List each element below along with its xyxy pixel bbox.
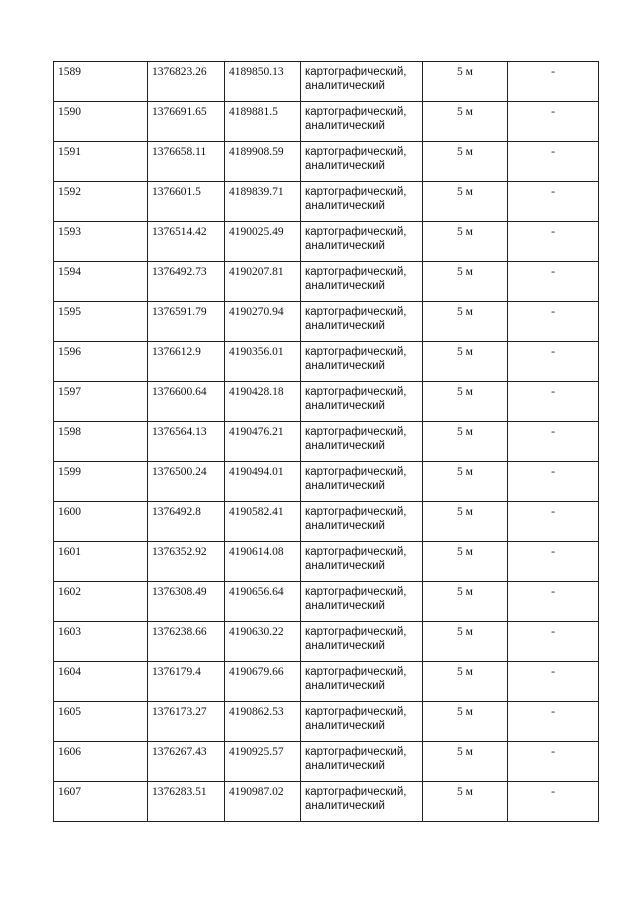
accuracy-cell: 5 м [423,702,508,742]
table-row [54,542,599,582]
method-cell [301,702,423,742]
method-line-1: картографический, [305,386,407,398]
table-row [54,222,599,262]
method-line-2: аналитический [305,320,385,332]
accuracy-cell: 5 м [423,582,508,622]
method-cell [301,742,423,782]
method-cell [301,302,423,342]
y-coordinate-cell: 4190656.64 [225,582,301,622]
point-number-cell: 1596 [54,342,148,382]
table-row [54,462,599,502]
method-line-1: картографический, [305,506,407,518]
method-line-2: аналитический [305,120,385,132]
y-coordinate-cell: 4190614.08 [225,542,301,582]
point-number-cell: 1604 [54,662,148,702]
method-line-1: картографический, [305,226,407,238]
coordinates-table-body [54,62,599,822]
point-number-cell: 1599 [54,462,148,502]
x-coordinate-cell: 1376564.13 [148,422,225,462]
method-cell [301,422,423,462]
table-row [54,502,599,542]
x-coordinate-cell: 1376308.49 [148,582,225,622]
y-coordinate-cell: 4190987.02 [225,782,301,822]
method-line-2: аналитический [305,680,385,692]
table-row [54,262,599,302]
method-line-1: картографический, [305,426,407,438]
accuracy-cell: 5 м [423,462,508,502]
x-coordinate-cell: 1376823.26 [148,62,225,102]
method-line-2: аналитический [305,520,385,532]
note-cell: - [508,542,599,582]
accuracy-cell: 5 м [423,542,508,582]
x-coordinate-cell: 1376691.65 [148,102,225,142]
accuracy-cell: 5 м [423,782,508,822]
method-line-2: аналитический [305,200,385,212]
note-cell: - [508,782,599,822]
table-row [54,422,599,462]
accuracy-cell: 5 м [423,622,508,662]
point-number-cell: 1594 [54,262,148,302]
x-coordinate-cell: 1376500.24 [148,462,225,502]
accuracy-cell: 5 м [423,502,508,542]
note-cell: - [508,502,599,542]
x-coordinate-cell: 1376514.42 [148,222,225,262]
method-cell [301,622,423,662]
table-row [54,582,599,622]
method-line-2: аналитический [305,160,385,172]
point-number-cell: 1607 [54,782,148,822]
method-cell [301,582,423,622]
x-coordinate-cell: 1376600.64 [148,382,225,422]
table-row [54,382,599,422]
y-coordinate-cell: 4189839.71 [225,182,301,222]
point-number-cell: 1600 [54,502,148,542]
table-row [54,102,599,142]
method-cell [301,382,423,422]
x-coordinate-cell: 1376283.51 [148,782,225,822]
table-row [54,182,599,222]
table-row [54,62,599,102]
y-coordinate-cell: 4190630.22 [225,622,301,662]
note-cell: - [508,222,599,262]
point-number-cell: 1592 [54,182,148,222]
note-cell: - [508,422,599,462]
note-cell: - [508,342,599,382]
accuracy-cell: 5 м [423,422,508,462]
method-cell [301,182,423,222]
note-cell: - [508,382,599,422]
method-cell [301,542,423,582]
accuracy-cell: 5 м [423,142,508,182]
x-coordinate-cell: 1376492.8 [148,502,225,542]
method-line-1: картографический, [305,146,407,158]
note-cell: - [508,462,599,502]
y-coordinate-cell: 4190925.57 [225,742,301,782]
method-line-1: картографический, [305,746,407,758]
note-cell: - [508,102,599,142]
x-coordinate-cell: 1376352.92 [148,542,225,582]
method-cell [301,782,423,822]
method-line-2: аналитический [305,440,385,452]
method-cell [301,62,423,102]
note-cell: - [508,142,599,182]
point-number-cell: 1603 [54,622,148,662]
method-cell [301,462,423,502]
method-line-1: картографический, [305,546,407,558]
note-cell: - [508,702,599,742]
y-coordinate-cell: 4189881.5 [225,102,301,142]
note-cell: - [508,182,599,222]
x-coordinate-cell: 1376492.73 [148,262,225,302]
method-cell [301,262,423,302]
point-number-cell: 1593 [54,222,148,262]
point-number-cell: 1589 [54,62,148,102]
note-cell: - [508,262,599,302]
method-line-2: аналитический [305,80,385,92]
y-coordinate-cell: 4189850.13 [225,62,301,102]
method-line-1: картографический, [305,306,407,318]
table-row [54,662,599,702]
method-line-1: картографический, [305,266,407,278]
point-number-cell: 1598 [54,422,148,462]
method-line-1: картографический, [305,466,407,478]
accuracy-cell: 5 м [423,662,508,702]
y-coordinate-cell: 4190025.49 [225,222,301,262]
method-line-2: аналитический [305,280,385,292]
method-line-1: картографический, [305,626,407,638]
accuracy-cell: 5 м [423,182,508,222]
accuracy-cell: 5 м [423,342,508,382]
point-number-cell: 1597 [54,382,148,422]
accuracy-cell: 5 м [423,262,508,302]
table-row [54,342,599,382]
y-coordinate-cell: 4189908.59 [225,142,301,182]
table-row [54,302,599,342]
method-line-1: картографический, [305,586,407,598]
method-line-2: аналитический [305,360,385,372]
x-coordinate-cell: 1376591.79 [148,302,225,342]
note-cell: - [508,582,599,622]
coordinates-table [53,61,599,822]
y-coordinate-cell: 4190428.18 [225,382,301,422]
x-coordinate-cell: 1376179.4 [148,662,225,702]
y-coordinate-cell: 4190270.94 [225,302,301,342]
table-row [54,782,599,822]
y-coordinate-cell: 4190476.21 [225,422,301,462]
method-line-2: аналитический [305,800,385,812]
method-line-1: картографический, [305,666,407,678]
method-line-2: аналитический [305,600,385,612]
accuracy-cell: 5 м [423,62,508,102]
note-cell: - [508,622,599,662]
table-row [54,702,599,742]
method-line-2: аналитический [305,240,385,252]
method-line-1: картографический, [305,66,407,78]
method-cell [301,342,423,382]
y-coordinate-cell: 4190582.41 [225,502,301,542]
table-row [54,142,599,182]
method-line-2: аналитический [305,720,385,732]
accuracy-cell: 5 м [423,382,508,422]
method-cell [301,502,423,542]
table-row [54,742,599,782]
point-number-cell: 1602 [54,582,148,622]
accuracy-cell: 5 м [423,302,508,342]
method-line-2: аналитический [305,560,385,572]
note-cell: - [508,302,599,342]
method-line-1: картографический, [305,346,407,358]
y-coordinate-cell: 4190679.66 [225,662,301,702]
method-cell [301,102,423,142]
point-number-cell: 1601 [54,542,148,582]
method-line-1: картографический, [305,186,407,198]
x-coordinate-cell: 1376658.11 [148,142,225,182]
table-row [54,622,599,662]
method-line-1: картографический, [305,106,407,118]
y-coordinate-cell: 4190207.81 [225,262,301,302]
accuracy-cell: 5 м [423,742,508,782]
method-line-2: аналитический [305,480,385,492]
method-line-1: картографический, [305,706,407,718]
note-cell: - [508,662,599,702]
x-coordinate-cell: 1376612.9 [148,342,225,382]
y-coordinate-cell: 4190494.01 [225,462,301,502]
method-line-2: аналитический [305,760,385,772]
x-coordinate-cell: 1376267.43 [148,742,225,782]
x-coordinate-cell: 1376238.66 [148,622,225,662]
note-cell: - [508,742,599,782]
point-number-cell: 1591 [54,142,148,182]
method-cell [301,662,423,702]
method-cell [301,222,423,262]
point-number-cell: 1590 [54,102,148,142]
method-line-2: аналитический [305,640,385,652]
method-line-2: аналитический [305,400,385,412]
accuracy-cell: 5 м [423,102,508,142]
point-number-cell: 1595 [54,302,148,342]
accuracy-cell: 5 м [423,222,508,262]
x-coordinate-cell: 1376601.5 [148,182,225,222]
note-cell: - [508,62,599,102]
x-coordinate-cell: 1376173.27 [148,702,225,742]
point-number-cell: 1605 [54,702,148,742]
method-line-1: картографический, [305,786,407,798]
y-coordinate-cell: 4190862.53 [225,702,301,742]
method-cell [301,142,423,182]
point-number-cell: 1606 [54,742,148,782]
y-coordinate-cell: 4190356.01 [225,342,301,382]
